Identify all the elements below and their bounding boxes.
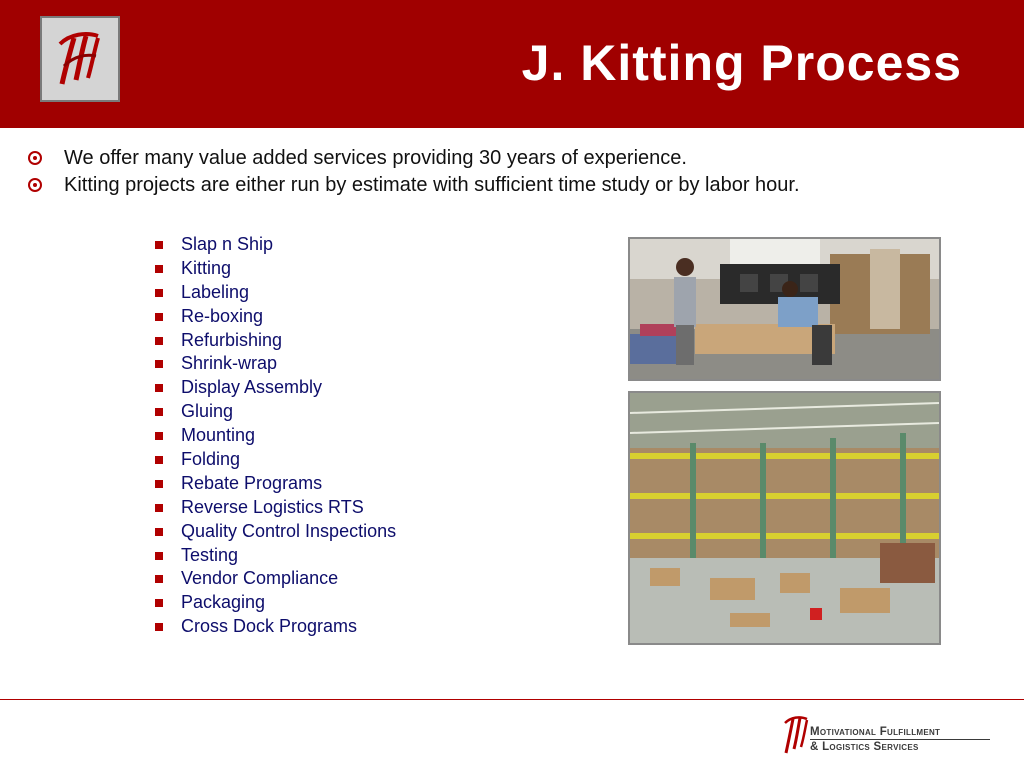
list-item (155, 233, 396, 257)
service-label: Display Assembly (181, 377, 323, 398)
list-item (155, 567, 396, 591)
square-bullet-icon (155, 313, 163, 321)
list-item (155, 305, 396, 329)
service-label: Gluing (181, 401, 234, 422)
square-bullet-icon (155, 456, 163, 464)
list-item (155, 376, 396, 400)
list-item (155, 257, 396, 281)
list-item (155, 520, 396, 544)
target-bullet-icon (28, 151, 42, 165)
list-item (155, 424, 396, 448)
list-item (155, 352, 396, 376)
square-bullet-icon (155, 408, 163, 416)
square-bullet-icon (155, 289, 163, 297)
footer-brand (810, 726, 990, 753)
service-label: Quality Control Inspections (181, 520, 397, 541)
service-label: Labeling (181, 281, 250, 302)
service-label: Refurbishing (181, 329, 283, 350)
list-item (155, 544, 396, 568)
service-label: Cross Dock Programs (181, 616, 358, 637)
list-item (155, 615, 396, 639)
list-item (26, 145, 800, 172)
square-bullet-icon (155, 599, 163, 607)
square-bullet-icon (155, 504, 163, 512)
square-bullet-icon (155, 265, 163, 273)
square-bullet-icon (155, 360, 163, 368)
footer-logo-icon (782, 713, 810, 762)
brand-line-2: & Logistics Services (810, 741, 919, 753)
brand-line-1: Motivational Fulfillment (810, 726, 941, 738)
list-item (155, 329, 396, 353)
service-label: Kitting (181, 257, 232, 278)
service-label: Re-boxing (181, 305, 264, 326)
list-item (26, 172, 800, 199)
service-label: Rebate Programs (181, 472, 323, 493)
service-label: Testing (181, 544, 239, 565)
square-bullet-icon (155, 241, 163, 249)
footer-divider (0, 699, 1024, 700)
list-item (155, 281, 396, 305)
list-item (155, 448, 396, 472)
service-label: Packaging (181, 592, 266, 613)
service-label: Slap n Ship (181, 234, 274, 254)
square-bullet-icon (155, 337, 163, 345)
kitting-workers-photo (628, 237, 941, 381)
square-bullet-icon (155, 623, 163, 631)
square-bullet-icon (155, 552, 163, 560)
service-label: Shrink-wrap (181, 353, 278, 374)
list-item (155, 496, 396, 520)
service-label: Vendor Compliance (181, 568, 339, 589)
square-bullet-icon (155, 575, 163, 583)
list-item (155, 400, 396, 424)
intro-bullet-text: We offer many value added services providing 30 years of experience. (64, 147, 687, 169)
list-item (155, 591, 396, 615)
header-bar (0, 0, 1024, 128)
square-bullet-icon (155, 528, 163, 536)
page-title: J. Kitting Process (521, 35, 962, 91)
square-bullet-icon (155, 432, 163, 440)
brand-rule (810, 739, 990, 740)
intro-bullet-list (26, 145, 800, 199)
intro-bullet-text: Kitting projects are either run by estimate with sufficient time study or by labor hour. (64, 174, 800, 196)
service-label: Reverse Logistics RTS (181, 496, 364, 517)
company-logo (40, 16, 120, 102)
list-item (155, 472, 396, 496)
warehouse-photo (628, 391, 941, 645)
services-list (155, 233, 396, 639)
square-bullet-icon (155, 480, 163, 488)
service-label: Folding (181, 449, 241, 470)
square-bullet-icon (155, 384, 163, 392)
service-label: Mounting (181, 425, 256, 446)
target-bullet-icon (28, 178, 42, 192)
